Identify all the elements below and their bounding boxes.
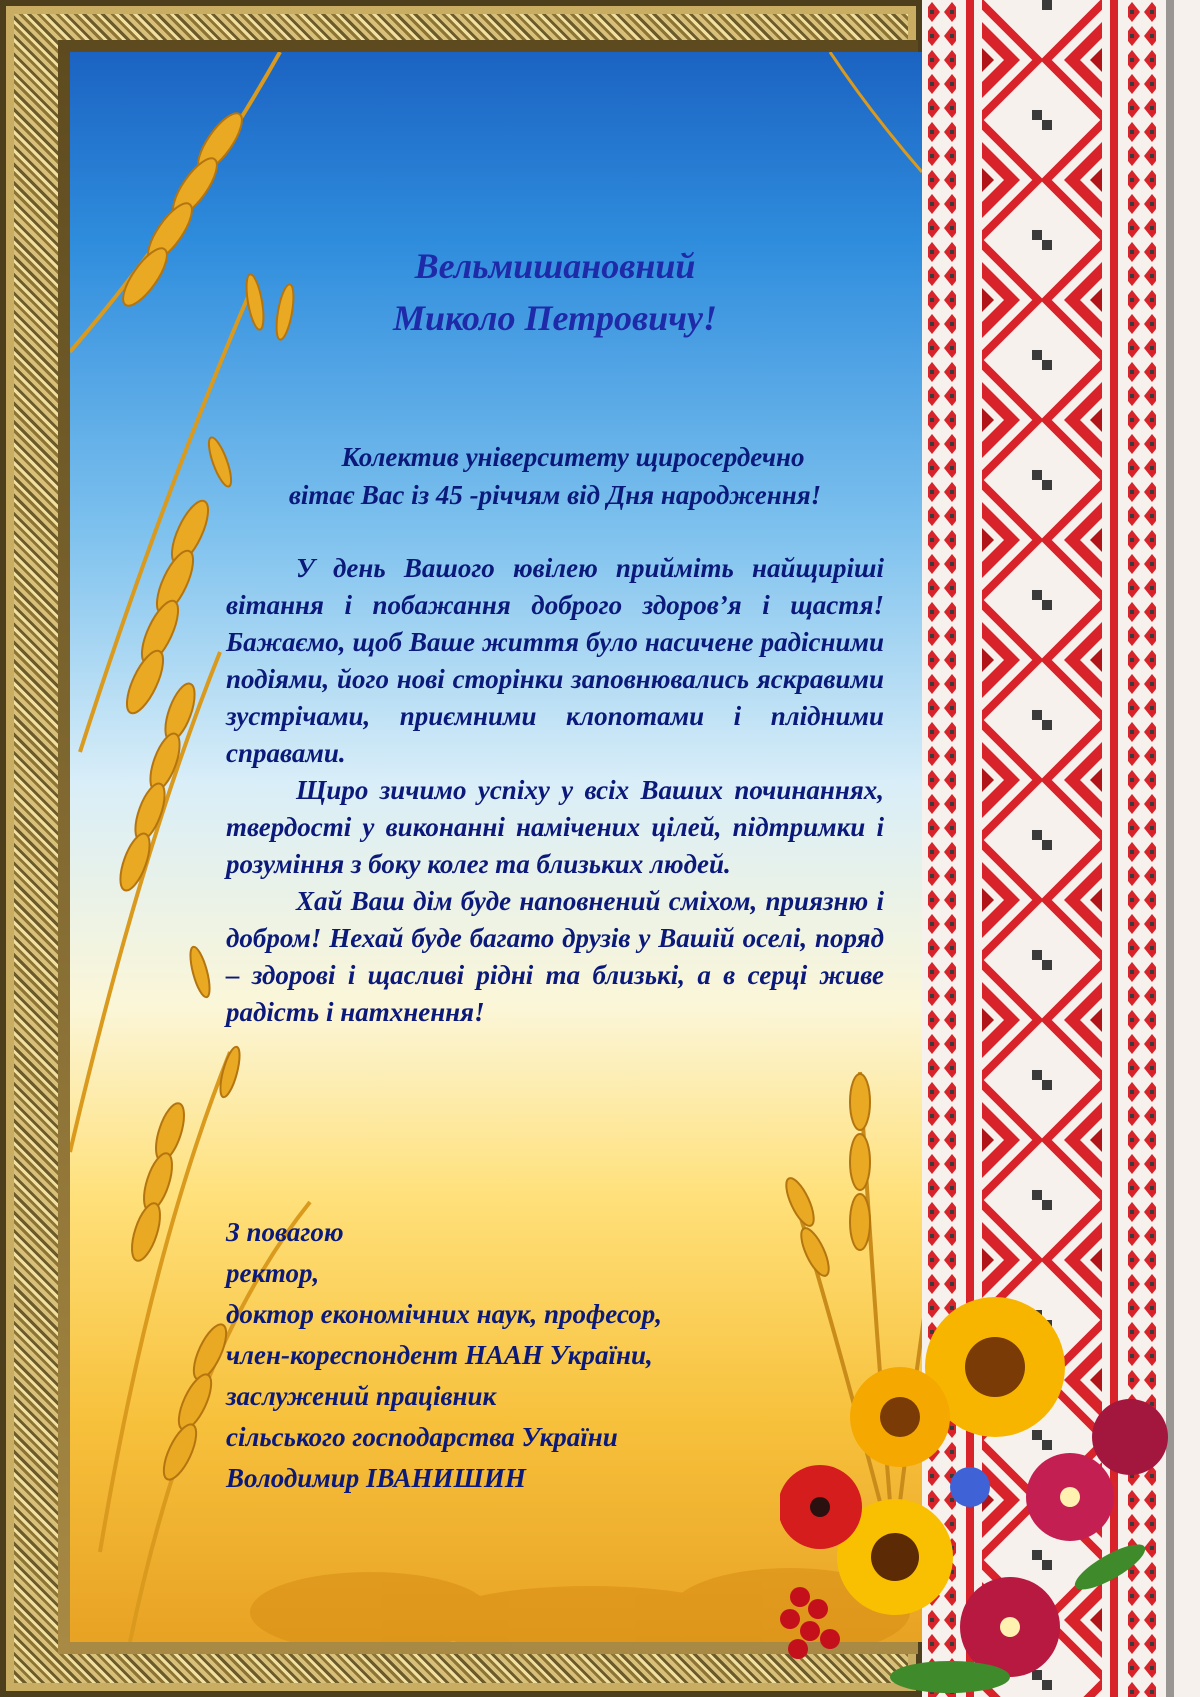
signature-line-7: Володимир ІВАНИШИН (226, 1463, 526, 1493)
cornflower-icon (950, 1467, 990, 1507)
signature-line-1: З повагою (226, 1217, 344, 1247)
greeting-line-2: Миколо Петровичу! (393, 298, 717, 338)
signature-line-5: заслужений працівник (226, 1381, 497, 1411)
intro-line-1: Колектив університету щиросердечно (341, 442, 805, 472)
letter-body (226, 550, 884, 1031)
greeting-heading (226, 240, 884, 344)
intro-text (226, 438, 884, 514)
greeting-line-1: Вельмишановний (414, 246, 696, 286)
mallow-icon (960, 1399, 1168, 1677)
paragraph-2: Щиро зичимо успіху у всіх Ваших починаннях, твердості у виконанні намічених цілей, підтримки і розуміння з боку колег та близьких людей. (226, 775, 884, 879)
viburnum-berries-icon (780, 1587, 840, 1659)
wheat-stalks-top-right (830, 52, 922, 172)
signature-line-2: ректор, (226, 1258, 320, 1288)
signature-line-6: сільського господарства України (226, 1422, 618, 1452)
paragraph-3: Хай Ваш дім буде наповнений сміхом, приязню і добром! Нехай буде багато друзів у Вашій оселі, поряд – здорові і щасливі рідні та близькі, а в серці живе радість і натхнення! (226, 886, 884, 1027)
paragraph-1: У день Вашого ювілею прийміть найщиріші вітання і побажання доброго здоров’я і щастя! Бажаємо, щоб Ваше життя було насичене радісними подіями, його нові сторінки заповнювались яскравими зустрічами, приємними клопотами і плідними справами. (226, 553, 884, 768)
signature-line-4: член-кореспондент НААН України, (226, 1340, 653, 1370)
signature-block (226, 1212, 884, 1499)
intro-line-2: вітає Вас із 45 -річчям від Дня народження! (288, 480, 822, 510)
signature-line-3: доктор економічних наук, професор, (226, 1299, 662, 1329)
